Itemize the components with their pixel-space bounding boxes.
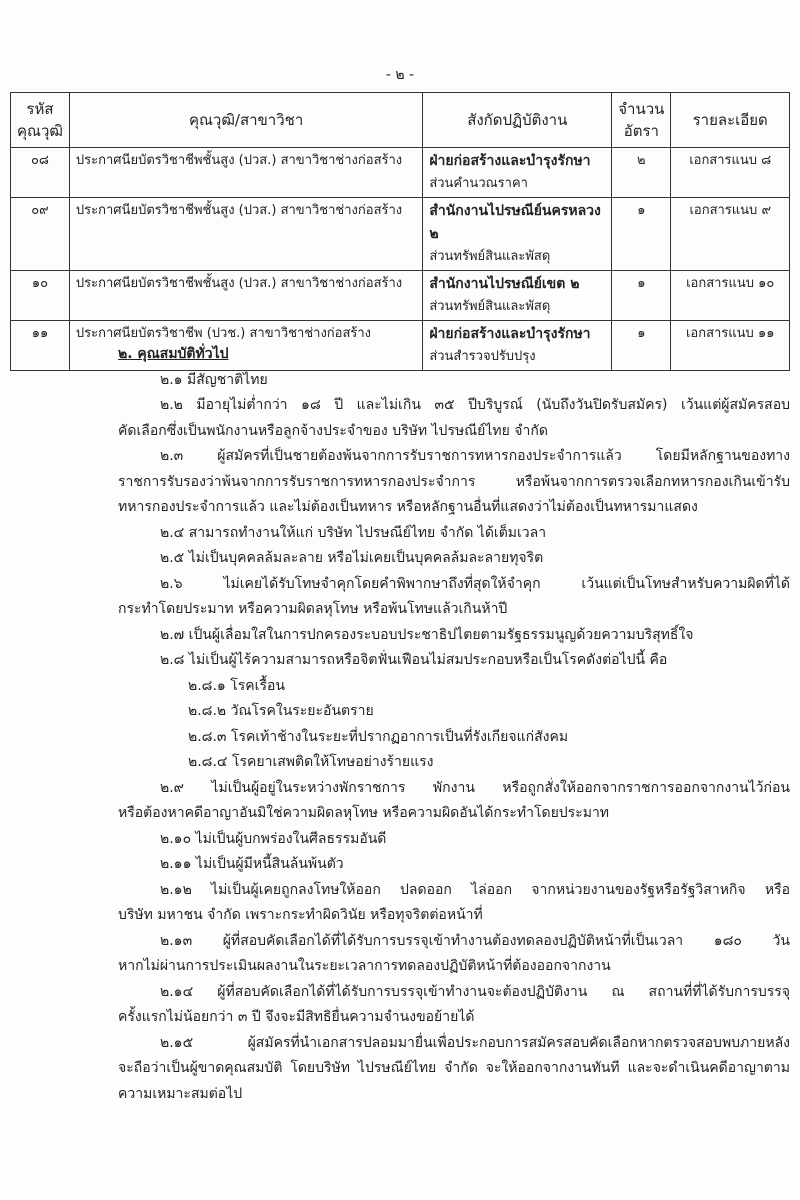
paragraph-line: จะถือว่าเป็นผู้ขาดคุณสมบัติ โดยบริษัท ไปรษณีย์ไทย จำกัด จะให้ออกจากงานทันที และจะดำเนินคดีอาญาตาม <box>118 1060 790 1076</box>
paragraph-line: ๒.๔ สามารถทำงานให้แก่ บริษัท ไปรษณีย์ไทย จำกัด ได้เต็มเวลา <box>160 524 547 541</box>
page-number: - ๒ - <box>385 67 415 83</box>
paragraph-line: ครั้งแรกไม่น้อยกว่า ๓ ปี จึงจะมีสิทธิยื่นความจำนงขอย้ายได้ <box>118 1009 475 1025</box>
qualification-item <box>118 827 790 853</box>
sub-unit-name: ส่วนทรัพย์สินและพัสดุ <box>429 299 551 314</box>
qualification-item <box>118 929 790 980</box>
sub-unit-name: ส่วนสำรวจปรับปรุง <box>429 349 536 364</box>
paragraph-line: ๒.๑๐ ไม่เป็นผู้บกพร่องในศีลธรรมอันดี <box>160 830 387 847</box>
cell-code: ๑๐ <box>11 271 70 321</box>
paragraph-line: ๒.๙ ไม่เป็นผู้อยู่ในระหว่างพักราชการ พักงาน หรือถูกสั่งให้ออกจากราชการออกจากงานไว้ก่อน <box>160 779 790 796</box>
paragraph-line: ๒.๑๕ ผู้สมัครที่นำเอกสารปลอมมายื่นเพื่อประกอบการสมัครสอบคัดเลือกหากตรวจสอบพบภายหลัง <box>160 1034 790 1051</box>
paragraph-line: กระทำโดยประมาท หรือความผิดลหุโทษ หรือพ้นโทษแล้วเกินห้าปี <box>118 601 508 617</box>
qualification-item <box>118 648 790 674</box>
unit-name: สำนักงานไปรษณีย์นครหลวง ๒ <box>429 203 601 242</box>
qualification-item <box>118 878 790 929</box>
qualification-item <box>118 368 790 394</box>
paragraph-line: ๒.๓ ผู้สมัครที่เป็นชายต้องพ้นจากการรับราชการทหารกองประจำการแล้ว โดยมีหลักฐานของทาง <box>160 448 790 464</box>
cell-count: ๑ <box>612 321 671 371</box>
cell-code: ๑๑ <box>11 321 70 371</box>
table-row <box>11 198 790 271</box>
disease-item: ๒.๘.๒ วัณโรคในระยะอันตราย <box>188 703 374 719</box>
qualification-item <box>118 1031 790 1108</box>
cell-unit <box>423 271 612 321</box>
qualification-item <box>118 393 790 444</box>
paragraph-line: ๒.๗ เป็นผู้เลื่อมใสในการปกครองระบอบประชาธิปไตยตามรัฐธรรมนูญด้วยความบริสุทธิ์ใจ <box>160 626 694 643</box>
paragraph-line: หรือต้องหาคดีอาญาอันมิใช่ความผิดลหุโทษ หรือความผิดอันได้กระทำโดยประมาท <box>118 805 610 821</box>
cell-count: ๑ <box>612 271 671 321</box>
table-row <box>11 148 790 198</box>
sub-unit-name: ส่วนทรัพย์สินและพัสดุ <box>429 249 551 264</box>
paragraph-line: ๒.๒ มีอายุไม่ต่ำกว่า ๑๘ ปี และไม่เกิน ๓๕ ปีบริบูรณ์ (นับถึงวันปิดรับสมัคร) เว้นแต่ผู้สมัครสอบ <box>160 397 790 413</box>
table-row <box>11 271 790 321</box>
paragraph-line: ราชการรับรองว่าพ้นจากการรับราชการทหารกองประจำการ หรือพ้นจากการตรวจเลือกทหารกองเกินเข้ารับ <box>118 473 790 490</box>
section-heading: ๒. คุณสมบัติทั่วไป <box>118 346 229 362</box>
paragraph-line: ๒.๖ ไม่เคยได้รับโทษจำคุกโดยคำพิพากษาถึงที่สุดให้จำคุก เว้นแต่เป็นโทษสำหรับความผิดที่ได้ <box>160 575 790 592</box>
qualification-item <box>118 546 790 572</box>
paragraph-line: ๒.๕ ไม่เป็นบุคคลล้มละลาย หรือไม่เคยเป็นบุคคลล้มละลายทุจริต <box>160 550 544 566</box>
qualification-item <box>118 521 790 547</box>
sub-unit-name: ส่วนคำนวณราคา <box>429 176 528 191</box>
paragraph-line: ๒.๑ มีสัญชาติไทย <box>160 371 268 388</box>
header-detail: รายละเอียด <box>671 93 790 148</box>
cell-code: ๐๘ <box>11 148 70 198</box>
cell-unit <box>423 198 612 271</box>
qualification-item <box>118 623 790 649</box>
cell-count: ๒ <box>612 148 671 198</box>
cell-unit <box>423 148 612 198</box>
unit-name: ฝ่ายก่อสร้างและบำรุงรักษา <box>429 153 591 169</box>
cell-count: ๑ <box>612 198 671 271</box>
disease-item: ๒.๘.๔ โรคยาเสพติดให้โทษอย่างร้ายแรง <box>188 754 434 770</box>
paragraph-line: ๒.๑๓ ผู้ที่สอบคัดเลือกได้ที่ได้รับการบรรจุเข้าทำงานต้องทดลองปฏิบัติหน้าที่เป็นเวลา ๑๘๐ วัน <box>160 932 790 949</box>
header-qualification: คุณวุฒิ/สาขาวิชา <box>69 93 422 148</box>
unit-name: สำนักงานไปรษณีย์เขต ๒ <box>429 276 580 292</box>
cell-detail: เอกสารแนบ ๑๐ <box>671 271 790 321</box>
paragraph-line: ๒.๑๒ ไม่เป็นผู้เคยถูกลงโทษให้ออก ปลดออก ไล่ออก จากหน่วยงานของรัฐหรือรัฐวิสาหกิจ หรือ <box>160 881 790 898</box>
header-count: จำนวน อัตรา <box>612 93 671 148</box>
qualification-item <box>118 980 790 1031</box>
unit-name: ฝ่ายก่อสร้างและบำรุงรักษา <box>429 326 591 342</box>
cell-detail: เอกสารแนบ ๙ <box>671 198 790 271</box>
paragraph-line: ความเหมาะสมต่อไป <box>118 1085 243 1102</box>
qualification-item <box>118 572 790 623</box>
disease-item: ๒.๘.๓ โรคเท้าช้างในระยะที่ปรากฏอาการเป็นที่รังเกียจแก่สังคม <box>188 728 569 745</box>
paragraph-line: ทหารกองประจำการแล้ว และไม่ต้องเป็นทหาร หรือหลักฐานอื่นที่แสดงว่าไม่ต้องเป็นทหารมาแสดง <box>118 499 698 515</box>
positions-table <box>10 92 790 371</box>
paragraph-line: ๒.๑๔ ผู้ที่สอบคัดเลือกได้ที่ได้รับการบรรจุเข้าทำงานจะต้องปฏิบัติงาน ณ สถานที่ที่ได้รับการบรรจุ <box>160 983 790 1000</box>
paragraph-line: คัดเลือกซึ่งเป็นพนักงานหรือลูกจ้างประจำของ บริษัท ไปรษณีย์ไทย จำกัด <box>118 422 548 439</box>
paragraph-line: หากไม่ผ่านการประเมินผลงานในระยะเวลาการทดลองปฏิบัติหน้าที่ต้องออกจากงาน <box>118 958 611 974</box>
cell-qualification: ประกาศนียบัตรวิชาชีพชั้นสูง (ปวส.) สาขาวิชาช่างก่อสร้าง <box>69 271 422 321</box>
cell-qualification: ประกาศนียบัตรวิชาชีพ (ปวช.) สาขาวิชาช่างก่อสร้าง <box>69 321 422 371</box>
cell-detail: เอกสารแนบ ๘ <box>671 148 790 198</box>
paragraph-line: บริษัท มหาชน จำกัด เพราะกระทำผิดวินัย หรือทุจริตต่อหน้าที่ <box>118 907 483 923</box>
qualification-item <box>118 776 790 827</box>
qualification-item <box>118 852 790 878</box>
header-code: รหัส คุณวุฒิ <box>11 93 70 148</box>
cell-qualification: ประกาศนียบัตรวิชาชีพชั้นสูง (ปวส.) สาขาวิชาช่างก่อสร้าง <box>69 148 422 198</box>
cell-detail: เอกสารแนบ ๑๑ <box>671 321 790 371</box>
cell-qualification: ประกาศนียบัตรวิชาชีพชั้นสูง (ปวส.) สาขาวิชาช่างก่อสร้าง <box>69 198 422 271</box>
header-unit: สังกัดปฏิบัติงาน <box>423 93 612 148</box>
qualification-item <box>118 444 790 521</box>
cell-code: ๐๙ <box>11 198 70 271</box>
paragraph-line: ๒.๘ ไม่เป็นผู้ไร้ความสามารถหรือจิตฟั่นเฟือนไม่สมประกอบหรือเป็นโรคดังต่อไปนี้ คือ <box>160 652 668 668</box>
general-qualifications-section <box>118 342 790 1107</box>
disease-item: ๒.๘.๑ โรคเรื้อน <box>188 677 285 694</box>
paragraph-line: ๒.๑๑ ไม่เป็นผู้มีหนี้สินล้นพ้นตัว <box>160 856 344 872</box>
disease-list <box>118 674 790 776</box>
table-header-row <box>11 93 790 148</box>
